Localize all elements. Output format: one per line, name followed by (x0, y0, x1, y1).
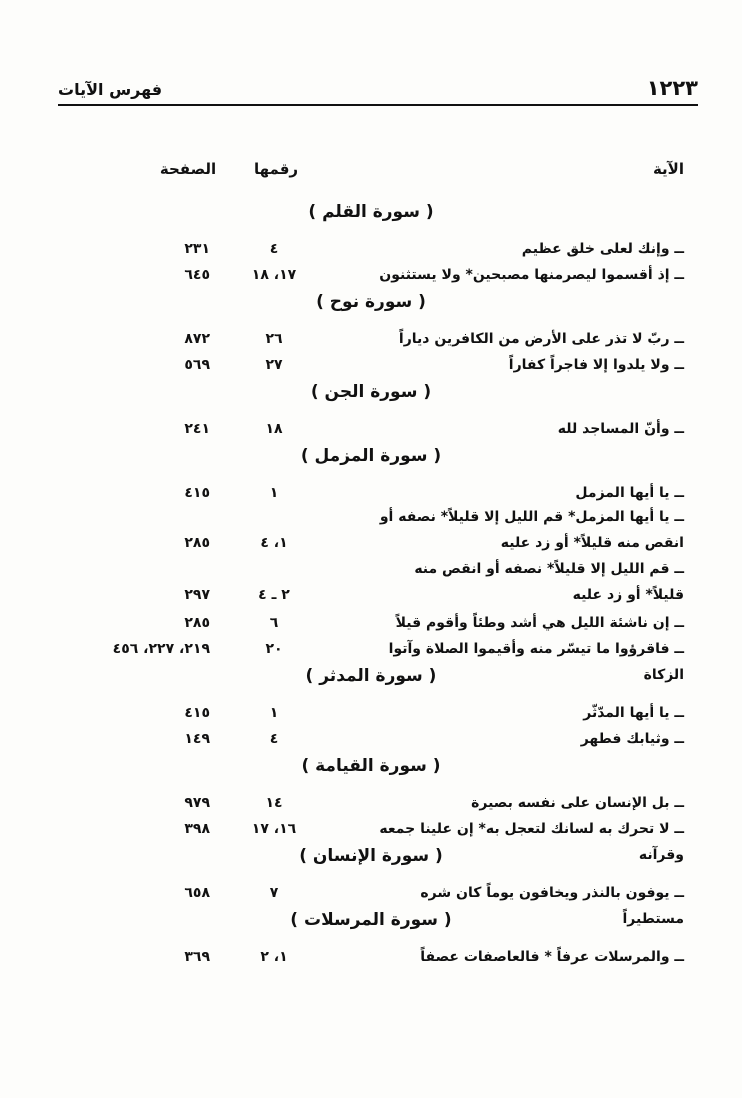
verse-text: ــ يوفون بالنذر ويخافون يوماً كان شره مستطيراً (420, 885, 684, 927)
verse-number: ١، ٤ (260, 535, 288, 551)
column-header-page: الصفحة (159, 160, 217, 178)
verse-number: ١٧، ١٨ (251, 267, 297, 283)
verse-text: ــ يا أيها المدّثّر (583, 705, 684, 721)
verse-text: ــ إن ناشئة الليل هي أشد وطئاً وأقوم قيلاً (395, 615, 684, 631)
page-ref: ٦٥٨ (184, 885, 210, 901)
page-header (58, 76, 698, 104)
surah-heading (0, 840, 742, 878)
verse-number: ١٤ (265, 795, 283, 811)
table-row (0, 788, 742, 814)
surah-heading (0, 440, 742, 478)
page-ref: ٢٨٥ (184, 615, 210, 631)
page-ref: ١٤٩ (184, 731, 210, 747)
column-header-ayah: الآية (652, 160, 684, 178)
verse-number: ١ (269, 485, 279, 501)
verse-text: ــ وثيابك فطهر (580, 731, 684, 747)
table-row (0, 504, 742, 556)
verse-text: ــ قم الليل إلا قليلاً* نصفه أو انقص منه قليلاً* أو زد عليه (414, 561, 684, 603)
surah-title: ( سورة الإنسان ) (299, 846, 443, 866)
page-ref: ٨٧٢ (184, 331, 210, 347)
table-row (0, 608, 742, 634)
table-row (0, 724, 742, 750)
header-rule (58, 104, 698, 106)
surah-heading (0, 376, 742, 414)
surah-title: ( سورة القلم ) (308, 202, 434, 222)
column-headers (0, 160, 742, 186)
verse-number: ١ (269, 705, 279, 721)
table-row (0, 478, 742, 504)
table-row (0, 414, 742, 440)
surah-heading (0, 196, 742, 234)
page-ref: ٥٦٩ (184, 357, 210, 373)
verse-number: ٤ (269, 731, 279, 747)
verse-number: ٢٧ (265, 357, 283, 373)
verse-text: ــ يا أيها المزمل (575, 485, 684, 501)
verse-number: ٦ (269, 615, 279, 631)
verse-number: ١٨ (265, 421, 283, 437)
table-row (0, 234, 742, 260)
column-header-number: رقمها (254, 160, 299, 178)
surah-heading (0, 750, 742, 788)
surah-heading (0, 660, 742, 698)
surah-title: ( سورة الجن ) (310, 382, 432, 402)
verse-text: ــ بل الإنسان على نفسه بصيرة (471, 795, 684, 811)
surah-title: ( سورة المزمل ) (300, 446, 442, 466)
surah-heading (0, 286, 742, 324)
table-row (0, 324, 742, 350)
verse-number: ١٦، ١٧ (251, 821, 297, 837)
page-ref: ٢٣١ (184, 241, 210, 257)
surah-title: ( سورة نوح ) (316, 292, 426, 312)
page-number: ١٢٢٣ (646, 76, 698, 100)
table-row (0, 942, 742, 968)
surah-heading (0, 904, 742, 942)
table-row (0, 260, 742, 286)
index-list (0, 196, 742, 968)
page-ref: ٤١٥ (184, 705, 210, 721)
page-ref: ٩٧٩ (184, 795, 210, 811)
page-ref: ٤١٥ (184, 485, 210, 501)
page-ref: ٢١٩، ٢٢٧، ٤٥٦ (112, 641, 210, 657)
verse-text: ــ وأنّ المساجد لله (557, 421, 684, 437)
verse-number: ١، ٢ (260, 949, 288, 965)
verse-number: ٧ (269, 885, 279, 901)
page-ref: ٦٤٥ (184, 267, 210, 283)
surah-title: ( سورة المرسلات ) (290, 910, 452, 930)
running-title: فهرس الآيات (58, 80, 163, 99)
page-ref: ٢٨٥ (184, 535, 210, 551)
page-ref: ٢٩٧ (184, 587, 210, 603)
page-ref: ٣٩٨ (184, 821, 210, 837)
verse-text: ــ ولا يلدوا إلا فاجراً كفاراً (508, 357, 684, 373)
verse-text: ــ فاقرؤوا ما تيسّر منه وأقيموا الصلاة وآتوا الزكاة (388, 641, 684, 683)
verse-text: ــ لا تحرك به لسانك لتعجل به* إن علينا جمعه وقرآنه (379, 821, 684, 863)
surah-title: ( سورة القيامة ) (301, 756, 441, 776)
page-ref: ٣٦٩ (184, 949, 210, 965)
table-row (0, 698, 742, 724)
surah-title: ( سورة المدثر ) (305, 666, 437, 686)
verse-text: ــ والمرسلات عرفاً * فالعاصفات عصفاً (420, 949, 684, 965)
table-row (0, 556, 742, 608)
verse-number: ٢ ـ ٤ (258, 587, 290, 603)
verse-text: ــ يا أيها المزمل* قم الليل إلا قليلاً* نصفه أو انقص منه قليلاً* أو زد عليه (379, 509, 684, 551)
verse-number: ٢٠ (265, 641, 283, 657)
page-ref: ٢٤١ (184, 421, 210, 437)
verse-text: ــ وإنك لعلى خلق عظيم (521, 241, 684, 257)
table-row (0, 350, 742, 376)
verse-text: ــ إذ أقسموا ليصرمنها مصبحين* ولا يستثنون (379, 267, 684, 283)
verse-number: ٤ (269, 241, 279, 257)
verse-text: ــ ربّ لا تذر على الأرض من الكافرين دياراً (398, 331, 684, 347)
verse-number: ٢٦ (265, 331, 283, 347)
